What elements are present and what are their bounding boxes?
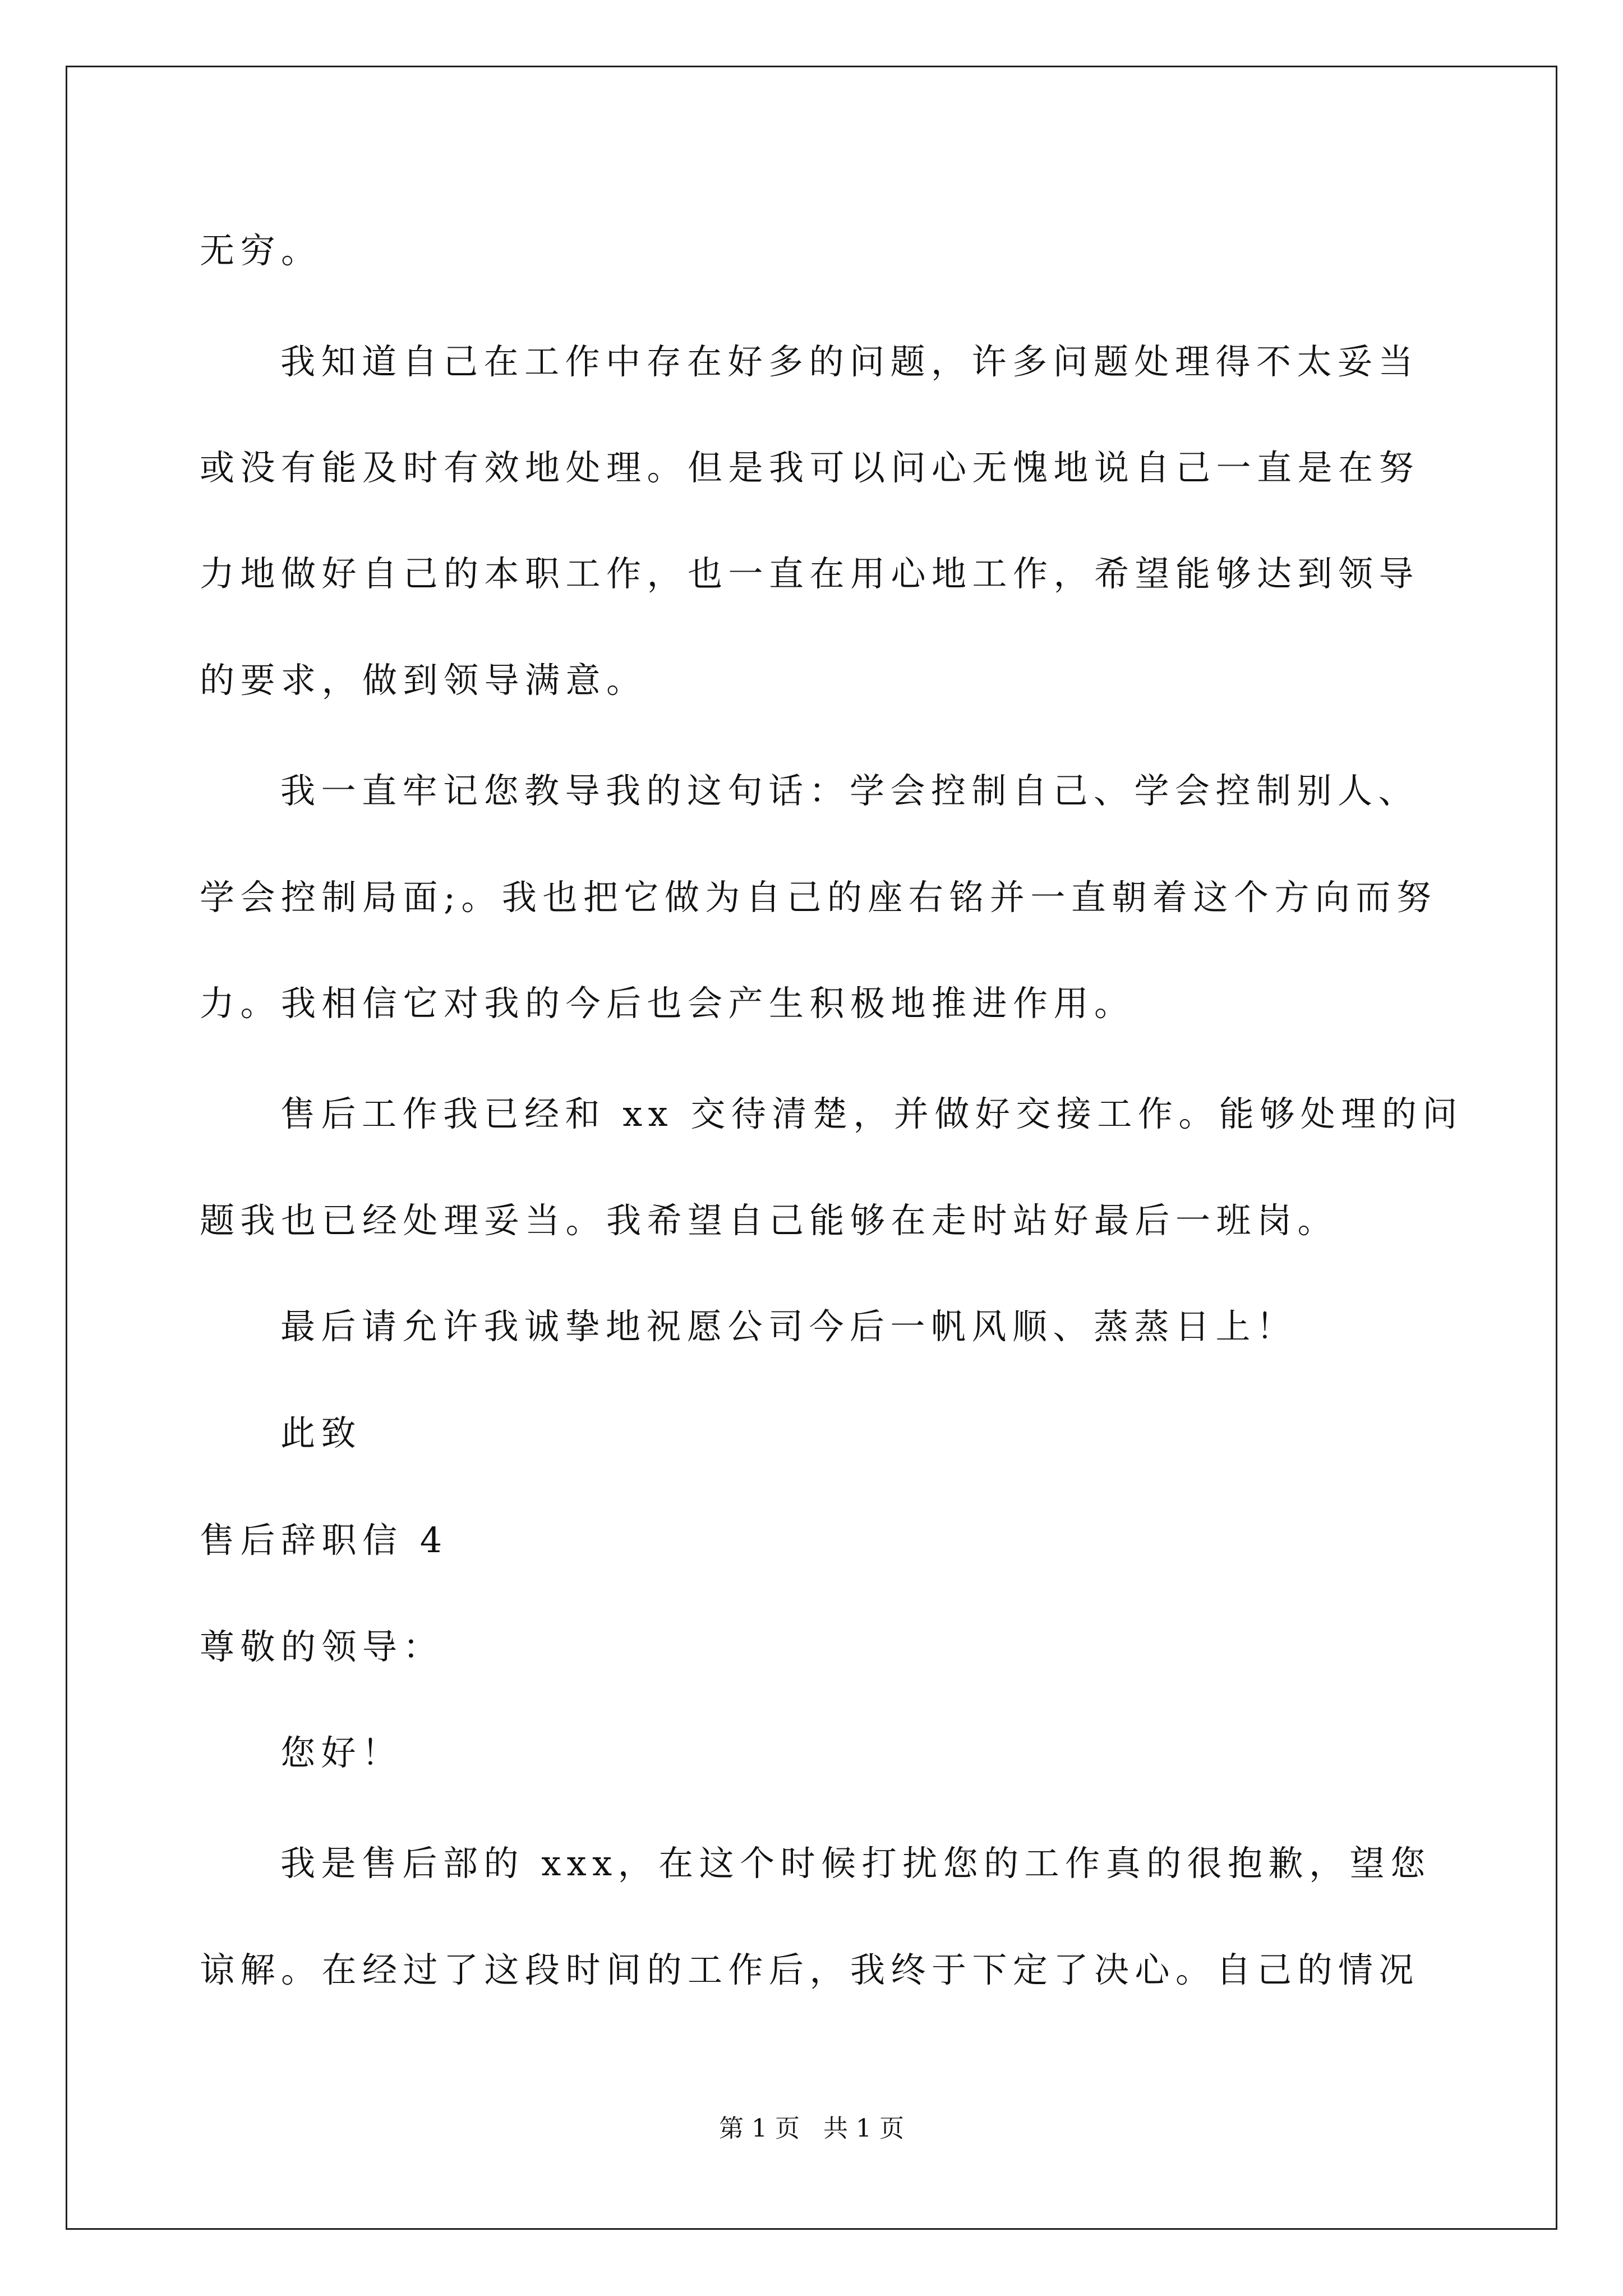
text-line: 力地做好自己的本职工作，也一直在用心地工作，希望能够达到领导 (200, 553, 1420, 594)
text-line: 最后请允许我诚挚地祝愿公司今后一帆风顺、蒸蒸日上！ (280, 1306, 1297, 1347)
text-line: 我一直牢记您教导我的这句话：学会控制自己、学会控制别人、 (280, 770, 1419, 811)
salutation: 尊敬的领导： (200, 1626, 444, 1667)
text-line: 题我也已经处理妥当。我希望自己能够在走时站好最后一班岗。 (200, 1200, 1339, 1241)
page-number-footer: 第 1 页 共 1 页 (719, 2114, 904, 2143)
text-line: 售后工作我已经和 xx 交待清楚，并做好交接工作。能够处理的问 (280, 1093, 1463, 1134)
text-line: 谅解。在经过了这段时间的工作后，我终于下定了决心。自己的情况 (200, 1949, 1420, 1990)
text-line: 力。我相信它对我的今后也会产生积极地推进作用。 (200, 983, 1135, 1024)
greeting: 您好！ (280, 1732, 403, 1773)
text-line: 无穷。 (200, 230, 322, 271)
section-heading: 售后辞职信 4 (200, 1520, 448, 1561)
text-line: 我是售后部的 xxx，在这个时候打扰您的工作真的很抱歉，望您 (280, 1843, 1431, 1884)
text-line: 学会控制局面;。我也把它做为自己的座右铭并一直朝着这个方向而努 (200, 877, 1437, 918)
text-line: 我知道自己在工作中存在好多的问题，许多问题处理得不太妥当 (280, 341, 1419, 382)
text-line: 的要求，做到领导满意。 (200, 660, 647, 701)
text-line: 或没有能及时有效地处理。但是我可以问心无愧地说自己一直是在努 (200, 447, 1420, 488)
page-frame (66, 66, 1557, 2230)
text-line: 此致 (280, 1412, 362, 1453)
